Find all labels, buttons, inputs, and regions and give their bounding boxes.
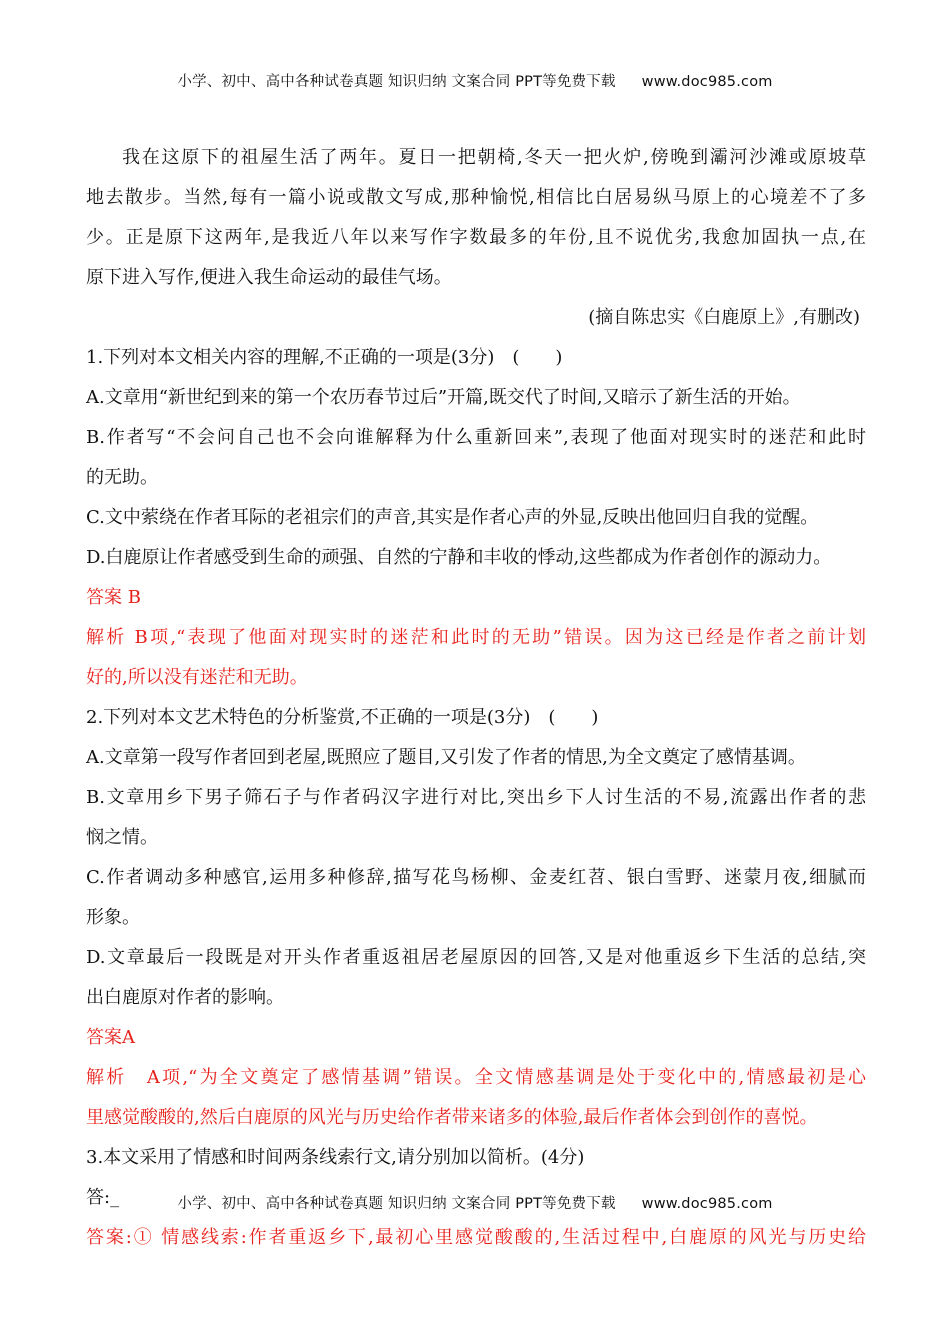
q2-option-c-cont: 形象。 <box>86 907 140 928</box>
footer-text: 小学、初中、高中各种试卷真题 知识归纳 文案合同 PPT等免费下载 <box>177 1196 616 1212</box>
q2-analysis: 解析 A项,“为全文奠定了感情基调”错误。全文情感基调是处于变化中的,情感最初是心 <box>86 1067 866 1088</box>
q3-stem: 3.本文采用了情感和时间两条线索行文,请分别加以简析。(4分) <box>86 1147 585 1168</box>
q2-answer: 答案A <box>86 1027 135 1048</box>
page-footer <box>0 1192 950 1213</box>
q2-analysis-cont: 里感觉酸酸的,然后白鹿原的风光与历史给作者带来诸多的体验,最后作者体会到创作的喜悦。 <box>86 1107 818 1128</box>
q2-option-a: A.文章第一段写作者回到老屋,既照应了题目,又引发了作者的情思,为全文奠定了感情基调。 <box>86 747 806 768</box>
passage-line: 我在这原下的祖屋生活了两年。夏日一把朝椅,冬天一把火炉,傍晚到灞河沙滩或原坡草 <box>122 147 866 168</box>
passage-line: 少。正是原下这两年,是我近八年以来写作字数最多的年份,且不说优劣,我愈加固执一点,在 <box>86 227 866 248</box>
q2-option-d: D.文章最后一段既是对开头作者重返祖居老屋原因的回答,又是对他重返乡下生活的总结,突 <box>86 947 866 968</box>
document-body <box>86 138 866 1258</box>
q1-answer: 答案 B <box>86 587 141 608</box>
header-site-link[interactable]: www.doc985.com <box>641 74 773 90</box>
q1-option-b-cont: 的无助。 <box>86 467 158 488</box>
passage-source: (摘自陈忠实《白鹿原上》,有删改) <box>588 307 860 328</box>
q1-analysis: 解析 B项,“表现了他面对现实时的迷茫和此时的无助”错误。因为这已经是作者之前计划 <box>86 627 866 648</box>
q2-option-b-cont: 悯之情。 <box>86 827 158 848</box>
footer-site-link[interactable]: www.doc985.com <box>641 1196 773 1212</box>
q1-option-c: C.文中萦绕在作者耳际的老祖宗们的声音,其实是作者心声的外显,反映出他回归自我的觉醒。 <box>86 507 819 528</box>
header-text: 小学、初中、高中各种试卷真题 知识归纳 文案合同 PPT等免费下载 <box>177 74 616 90</box>
q3-answer: 答案:① 情感线索:作者重返乡下,最初心里感觉酸酸的,生活过程中,白鹿原的风光与历史给 <box>86 1227 866 1248</box>
q2-option-d-cont: 出白鹿原对作者的影响。 <box>86 987 284 1008</box>
q2-option-b: B.文章用乡下男子筛石子与作者码汉字进行对比,突出乡下人讨生活的不易,流露出作者的悲 <box>86 787 866 808</box>
q1-stem: 1.下列对本文相关内容的理解,不正确的一项是(3分) ( ) <box>86 347 563 368</box>
q2-option-c: C.作者调动多种感官,运用多种修辞,描写花鸟杨柳、金麦红苕、银白雪野、迷蒙月夜,细腻而 <box>86 867 866 888</box>
q1-option-d: D.白鹿原让作者感受到生命的顽强、自然的宁静和丰收的悸动,这些都成为作者创作的源动力。 <box>86 547 832 568</box>
page-header <box>0 70 950 91</box>
q3-answer-prompt: 答:_ <box>86 1187 120 1208</box>
passage-line: 原下进入写作,便进入我生命运动的最佳气场。 <box>86 267 452 288</box>
q1-option-b: B.作者写“不会问自己也不会向谁解释为什么重新回来”,表现了他面对现实时的迷茫和此时 <box>86 427 866 448</box>
q1-analysis-cont: 好的,所以没有迷茫和无助。 <box>86 667 308 688</box>
q1-option-a: A.文章用“新世纪到来的第一个农历春节过后”开篇,既交代了时间,又暗示了新生活的开始。 <box>86 387 801 408</box>
q2-stem: 2.下列对本文艺术特色的分析鉴赏,不正确的一项是(3分) ( ) <box>86 707 599 728</box>
passage-line: 地去散步。当然,每有一篇小说或散文写成,那种愉悦,相信比白居易纵马原上的心境差不了多 <box>86 187 866 208</box>
